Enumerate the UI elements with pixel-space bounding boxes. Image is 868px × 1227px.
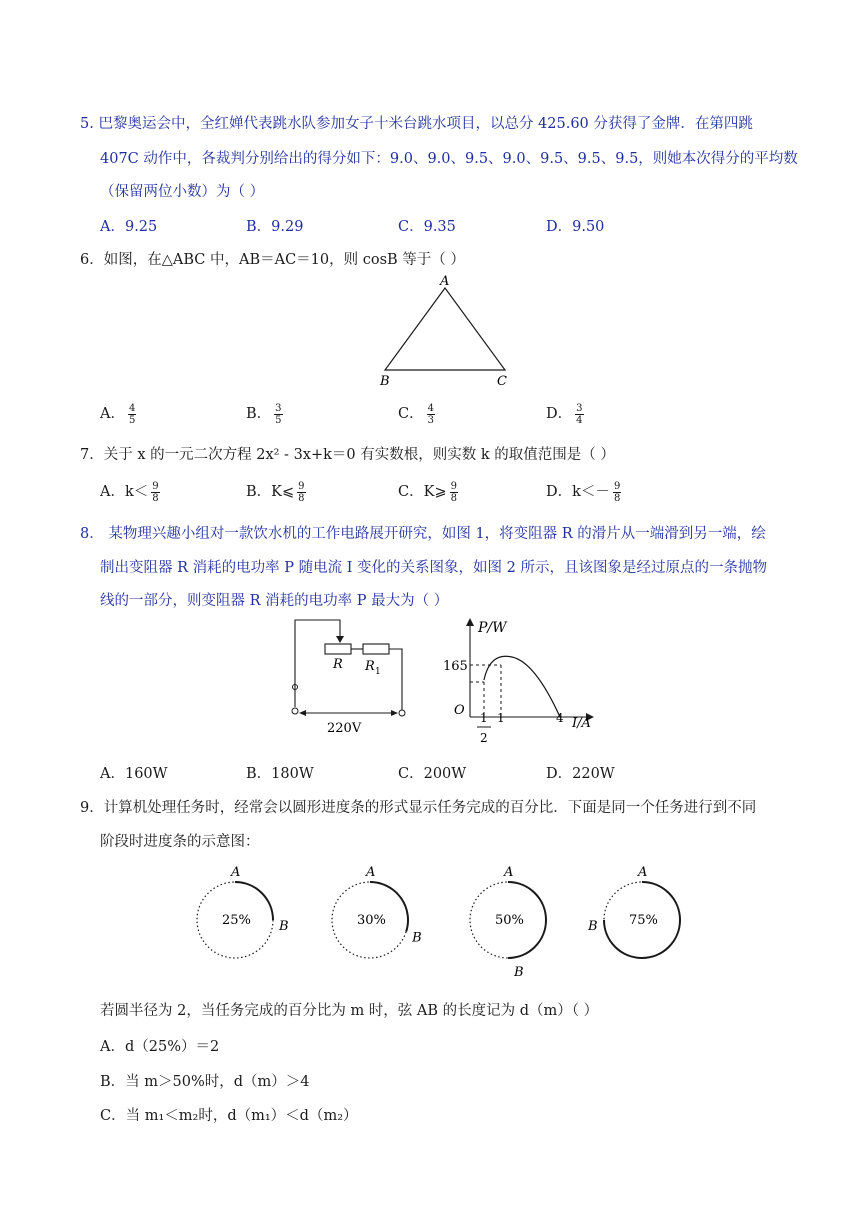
q9-line-1: 9．计算机处理任务时，经常会以圆形进度条的形式显示任务完成的百分比．下面是同一个任务进行到不同 [80,800,757,816]
graph-x-1-label: 1 [497,711,505,725]
progress-circle-4 [587,865,680,958]
q8-line-1: 8． 某物理兴趣小组对一款饮水机的工作电路展开研究，如图 1，将变阻器 R 的滑片从一端滑到另一端，绘 [80,526,766,542]
progress-circle-2 [332,865,422,958]
q8-option-a[interactable]: A．160W [100,766,168,782]
point-b-label: B [514,965,524,980]
q6-option-a[interactable]: A． $\frac{4}{5}$ [100,402,136,426]
q6-stem: 6．如图，在△ABC 中，AB＝AC＝10，则 cosB 等于（ ） [80,252,465,268]
q8-line-3: 线的一部分，则变阻器 R 消耗的电功率 P 最大为（ ） [100,593,449,609]
q9-option-b[interactable]: B．当 m＞50%时，d（m）＞4 [100,1074,310,1090]
graph-y-axis-label: P/W [478,620,507,636]
q5-option-b[interactable]: B．9.29 [246,219,304,235]
vertex-label-c: C [497,374,507,389]
progress-circles [190,860,700,985]
q9-line-2: 阶段时进度条的示意图： [100,834,260,850]
q5-option-a[interactable]: A．9.25 [100,219,158,235]
vertex-label-a: A [440,274,450,289]
q7-option-b[interactable]: B．K⩽ $\frac{9}{8}$ [246,480,305,504]
graph-x-axis-label: I/A [572,716,591,731]
q7-stem: 7．关于 x 的一元二次方程 2x² - 3x+k＝0 有实数根，则实数 k 的取值范围是（ ） [80,447,615,463]
point-b-label: B [279,919,289,934]
progress-circle-1 [197,865,289,958]
point-a-label: A [231,865,241,880]
circuit-diagram [285,612,415,742]
progress-circle-3 [470,865,546,980]
q8-option-b[interactable]: B．180W [246,766,314,782]
point-a-label: A [504,865,514,880]
triangle-diagram [370,270,520,390]
q6-option-c[interactable]: C． $\frac{4}{3}$ [398,402,434,426]
q6-option-d[interactable]: D． $\frac{3}{4}$ [546,402,583,426]
q5-option-c[interactable]: C．9.35 [398,219,456,235]
q5-option-d[interactable]: D．9.50 [546,219,605,235]
q8-option-c[interactable]: C．200W [398,766,467,782]
point-a-label: A [366,865,376,880]
progress-percent-label: 75% [629,913,658,928]
q6-option-b[interactable]: B． $\frac{3}{5}$ [246,402,282,426]
q9-option-c[interactable]: C．当 m₁＜m₂时，d（m₁）＜d（m₂） [100,1108,358,1124]
resistor-r-label: R [333,657,343,672]
q5-line-3: （保留两位小数）为（ ） [100,184,265,200]
resistor-r1-label: R [365,659,375,674]
progress-percent-label: 50% [495,913,524,928]
progress-percent-label: 25% [222,913,251,928]
point-a-label: A [638,865,648,880]
q5-line-2: 407C 动作中，各裁判分别给出的得分如下：9.0、9.0、9.5、9.0、9.5、9.5、9.5，则她本次得分的平均数 [100,151,798,167]
graph-x-half-den: 2 [480,731,488,745]
point-b-label: B [412,930,422,946]
q7-option-d[interactable]: D．k＜－ $\frac{9}{8}$ [546,480,621,504]
q8-line-2: 制出变阻器 R 消耗的电功率 P 随电流 I 变化的关系图象，如图 2 所示，且该图象是经过原点的一条抛物 [100,560,767,576]
graph-origin-label: O [454,703,465,718]
voltage-label: 220V [327,721,362,736]
graph-x-half-num: 1 [480,711,488,725]
progress-percent-label: 30% [357,913,386,928]
power-current-graph [443,612,600,752]
graph-x-4-label: 4 [556,711,564,725]
resistor-r1-subscript: 1 [375,667,381,677]
vertex-label-b: B [380,374,390,389]
q7-option-a[interactable]: A．k＜ $\frac{9}{8}$ [100,480,159,504]
q8-option-d[interactable]: D．220W [546,766,615,782]
point-b-label: B [588,919,598,934]
q7-option-c[interactable]: C．K⩾ $\frac{9}{8}$ [398,480,457,504]
q9-stem: 若圆半径为 2，当任务完成的百分比为 m 时，弦 AB 的长度记为 d（m）（ ） [100,1003,599,1019]
q5-line-1: 5. 巴黎奥运会中，全红婵代表跳水队参加女子十米台跳水项目，以总分 425.60 分获得了金牌．在第四跳 [80,116,753,132]
graph-y-165-label: 165 [443,659,468,674]
q9-option-a[interactable]: A．d（25%）＝2 [100,1039,220,1055]
